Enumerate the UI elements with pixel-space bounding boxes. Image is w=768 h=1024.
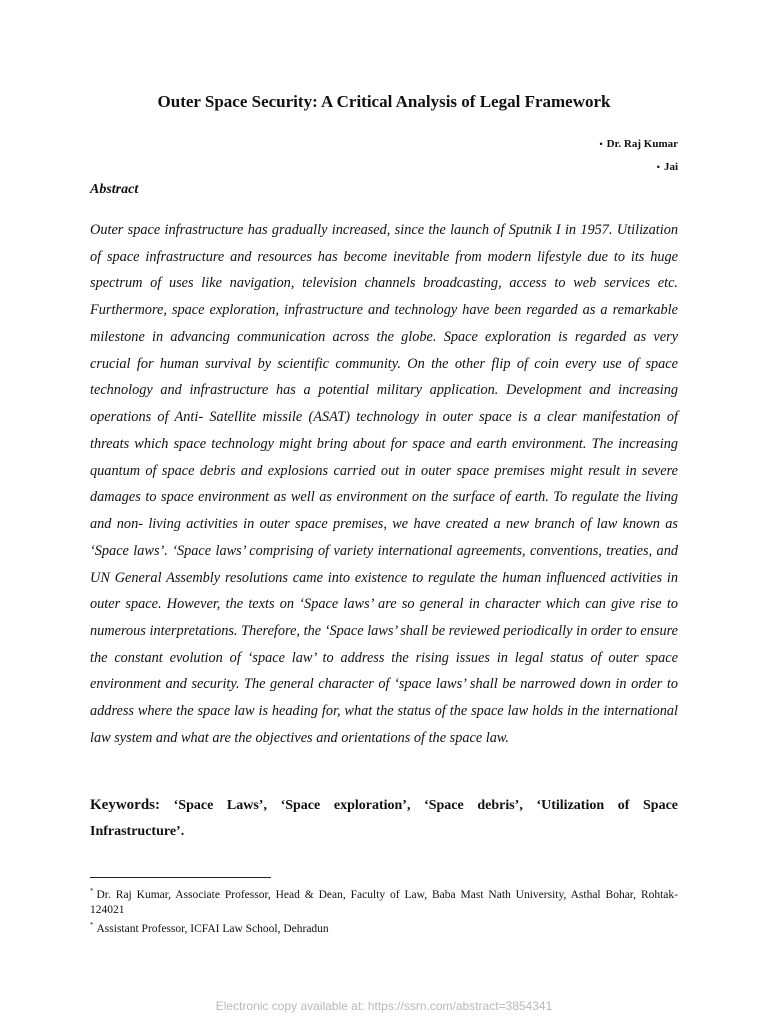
footnote-text: Assistant Professor, ICFAI Law School, Dehradun bbox=[96, 922, 329, 935]
footnotes bbox=[90, 884, 678, 937]
footnote-marker: * bbox=[90, 887, 94, 895]
paper-title: Outer Space Security: A Critical Analysis of Legal Framework bbox=[157, 92, 611, 111]
author-1 bbox=[599, 138, 678, 150]
footnote-1 bbox=[90, 884, 678, 918]
keywords-text: ‘Space Laws’, ‘Space exploration’, ‘Space debris’, ‘Utilization of Space Infrastructure’. bbox=[90, 798, 679, 839]
author-bullet: • bbox=[599, 139, 603, 149]
abstract-heading: Abstract bbox=[90, 182, 139, 197]
footnote-divider bbox=[90, 877, 271, 878]
footnote-2 bbox=[90, 918, 678, 937]
author-name: Jai bbox=[663, 161, 678, 173]
author-bullet: • bbox=[656, 162, 660, 172]
keywords-label: Keywords: bbox=[90, 797, 160, 813]
footnote-text: Dr. Raj Kumar, Associate Professor, Head & Dean, Faculty of Law, Baba Mast Nath University, Asthal Bohar, Rohtak-124021 bbox=[90, 888, 678, 916]
keywords bbox=[90, 792, 678, 845]
footnote-marker: * bbox=[90, 920, 94, 929]
author-2 bbox=[657, 161, 678, 173]
author-name: Dr. Raj Kumar bbox=[606, 138, 678, 150]
ssrn-watermark: Electronic copy available at: https://ssrn.com/abstract=3854341 bbox=[215, 999, 553, 1013]
abstract-body: Outer space infrastructure has gradually increased, since the launch of Sputnik I in 1957. Utilization of space infrastructure and resources has become inevitable from modern lifestyle due to its huge spectrum of uses like navigation, television channels broadcasting, access to web services etc. Furthermore, space exploration, infrastructure and technology have been regarded as a remarkable milestone in advancing communication across the globe. Space exploration is regarded as very crucial for human survival by scientific community. On the other flip of coin every use of space technology and infrastructure has a potential military application. Development and increasing operations of Anti- Satellite missile (ASAT) technology in outer space is a clear manifestation of threats which space technology might bring about for space and earth environment. The increasing quantum of space debris and explosions carried out in outer space premises might result in severe damages to space environment as well as environment on the surface of earth. To regulate the living and non- living activities in outer space premises, we have created a new branch of law known as ‘Space laws’. ‘Space laws’ comprising of variety international agreements, conventions, treaties, and UN General Assembly resolutions came into existence to regulate the human influenced activities in outer space. However, the texts on ‘Space laws’ are so general in character which can give rise to numerous interpretations. Therefore, the ‘Space laws’ shall be reviewed periodically in order to ensure the constant evolution of ‘space law’ to address the rising issues in legal status of outer space environment and security. The general character of ‘space laws’ shall be narrowed down in order to address where the space law is heading for, what the status of the space law holds in the international law system and what are the objectives and orientations of the space law. bbox=[90, 222, 678, 746]
